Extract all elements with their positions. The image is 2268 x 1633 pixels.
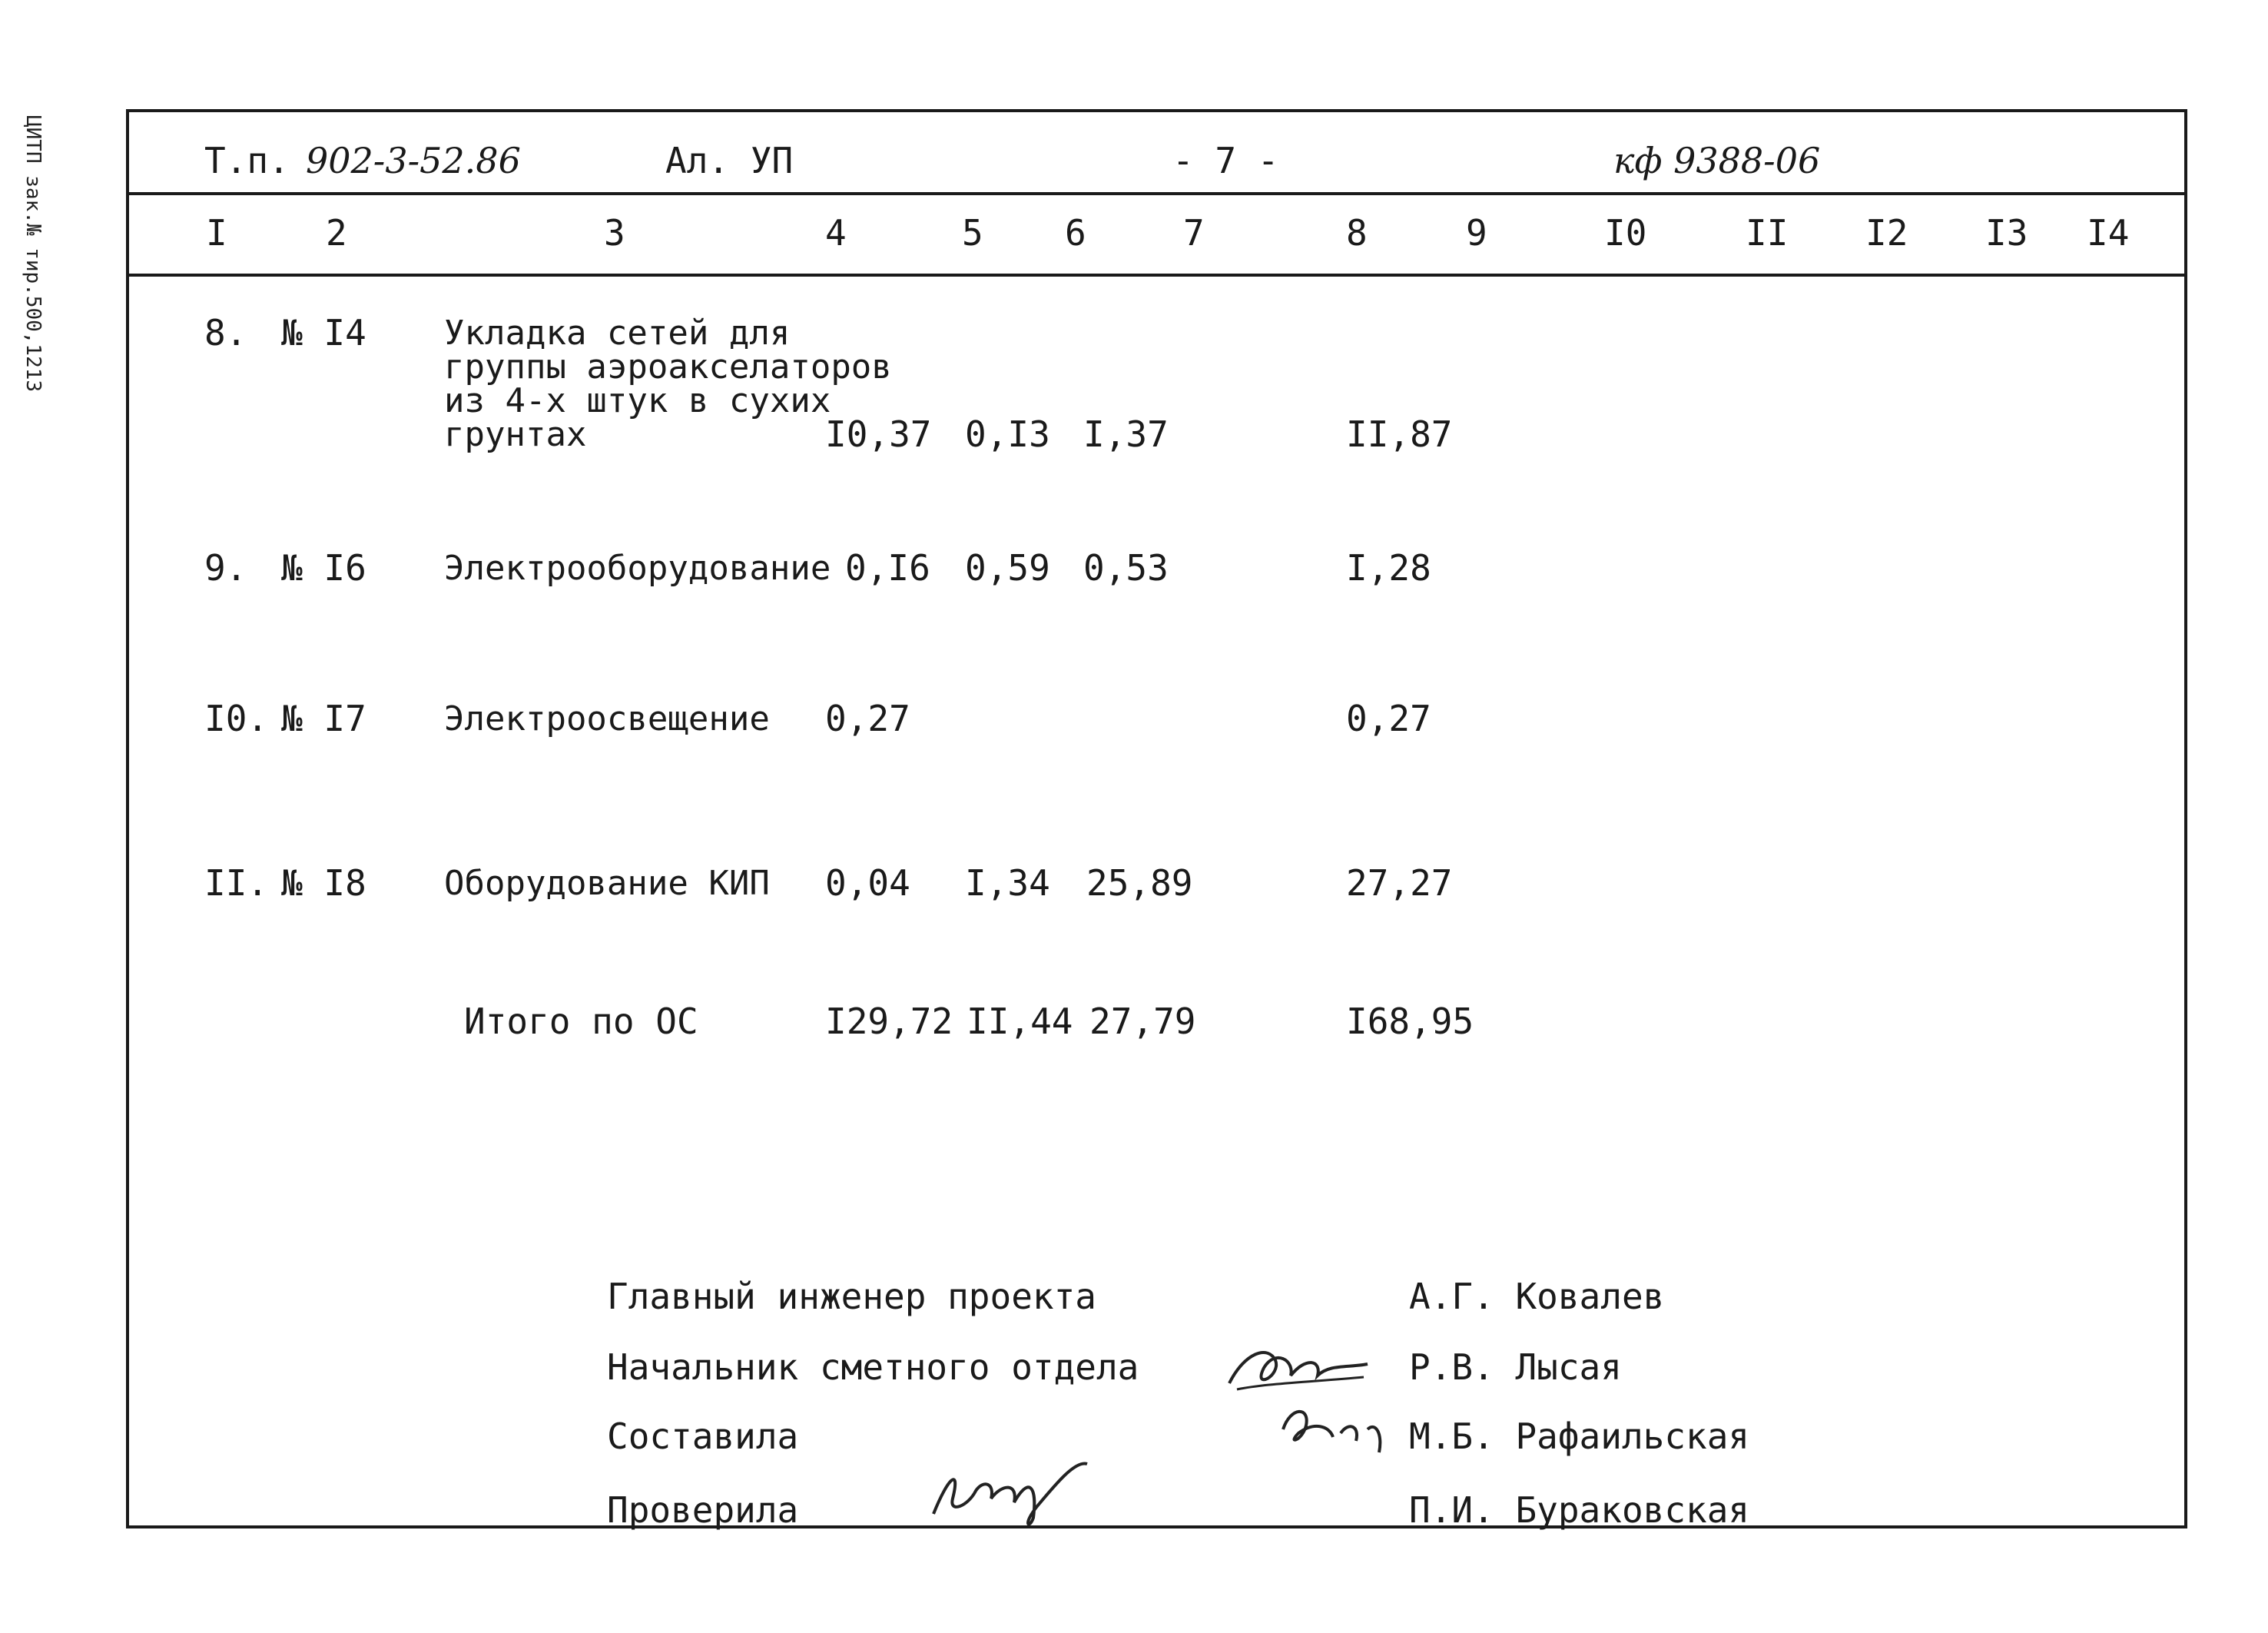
row-reference: № I6 (281, 547, 366, 589)
row-col8-value: I,28 (1346, 547, 1431, 589)
row-col5-value: 0,59 (965, 547, 1050, 589)
row-col4-value: 0,I6 (845, 547, 930, 589)
col-num-8: 8 (1346, 212, 1368, 254)
row-col5-value: 0,I3 (965, 413, 1050, 455)
col-num-9: 9 (1466, 212, 1487, 254)
total-col4-value: I29,72 (825, 1001, 953, 1042)
signatory-role: Составила (607, 1416, 799, 1457)
row-col8-value: II,87 (1346, 413, 1453, 455)
row-col6-value: 25,89 (1086, 862, 1193, 904)
row-reference: № I4 (281, 312, 366, 353)
row-number: I0. (204, 698, 269, 739)
row-col8-value: 27,27 (1346, 862, 1453, 904)
row-number: 8. (204, 312, 247, 353)
signatory-role: Проверила (607, 1489, 799, 1531)
col-num-2: 2 (326, 212, 347, 254)
col-num-12: I2 (1865, 212, 1908, 254)
col-num-1: I (206, 212, 227, 254)
header-divider (126, 192, 2184, 195)
col-num-13: I3 (1985, 212, 2028, 254)
signatory-role: Начальник сметного отдела (607, 1346, 1139, 1388)
col-num-3: 3 (604, 212, 625, 254)
col-num-6: 6 (1065, 212, 1086, 254)
col-num-7: 7 (1183, 212, 1205, 254)
row-col5-value: I,34 (965, 862, 1050, 904)
row-col4-value: I0,37 (825, 413, 932, 455)
signatory-role: Главный инженер проекта (607, 1276, 1096, 1317)
row-number: II. (204, 862, 269, 904)
signatory-name: П.И. Бураковская (1409, 1489, 1750, 1531)
page-number: - 7 - (1172, 140, 1279, 181)
row-reference: № I7 (281, 698, 366, 739)
signatory-name: А.Г. Ковалев (1409, 1276, 1665, 1317)
col-num-14: I4 (2087, 212, 2130, 254)
handwritten-signature (922, 1452, 1099, 1537)
document-code: кф 9388-06 (1613, 140, 1821, 181)
row-number: 9. (204, 547, 247, 589)
project-prefix: Т.п. (204, 140, 290, 181)
total-col5-value: II,44 (967, 1001, 1073, 1042)
row-description: Оборудование КИП (444, 864, 770, 903)
row-reference: № I8 (281, 862, 366, 904)
col-num-4: 4 (825, 212, 847, 254)
project-code: 902-3-52.86 (306, 140, 521, 181)
total-label: Итого по ОС (464, 1001, 698, 1042)
col-num-10: I0 (1604, 212, 1647, 254)
album-label: Ал. УП (665, 140, 794, 181)
row-description: Электроосвещение (444, 699, 770, 739)
handwritten-signature (1222, 1337, 1375, 1399)
row-col8-value: 0,27 (1346, 698, 1431, 739)
row-col4-value: 0,04 (825, 862, 910, 904)
margin-note: ЦИТП зак.№ тир.500,1213 (22, 115, 45, 393)
row-col6-value: 0,53 (1083, 547, 1169, 589)
row-description: Укладка сетей для группы аэроакселаторов из 4-х штук в сухих грунтах (444, 314, 892, 454)
signatory-name: Р.В. Лысая (1409, 1346, 1622, 1388)
row-col6-value: I,37 (1083, 413, 1169, 455)
row-col4-value: 0,27 (825, 698, 910, 739)
total-col6-value: 27,79 (1089, 1001, 1196, 1042)
total-col8-value: I68,95 (1346, 1001, 1474, 1042)
handwritten-signature (1275, 1399, 1398, 1460)
col-num-5: 5 (962, 212, 983, 254)
col-num-11: II (1746, 212, 1789, 254)
document-frame (126, 109, 2187, 1531)
row-description: Электрооборудование (444, 549, 831, 588)
column-header-divider (126, 274, 2184, 277)
signatory-name: М.Б. Рафаильская (1409, 1416, 1750, 1457)
